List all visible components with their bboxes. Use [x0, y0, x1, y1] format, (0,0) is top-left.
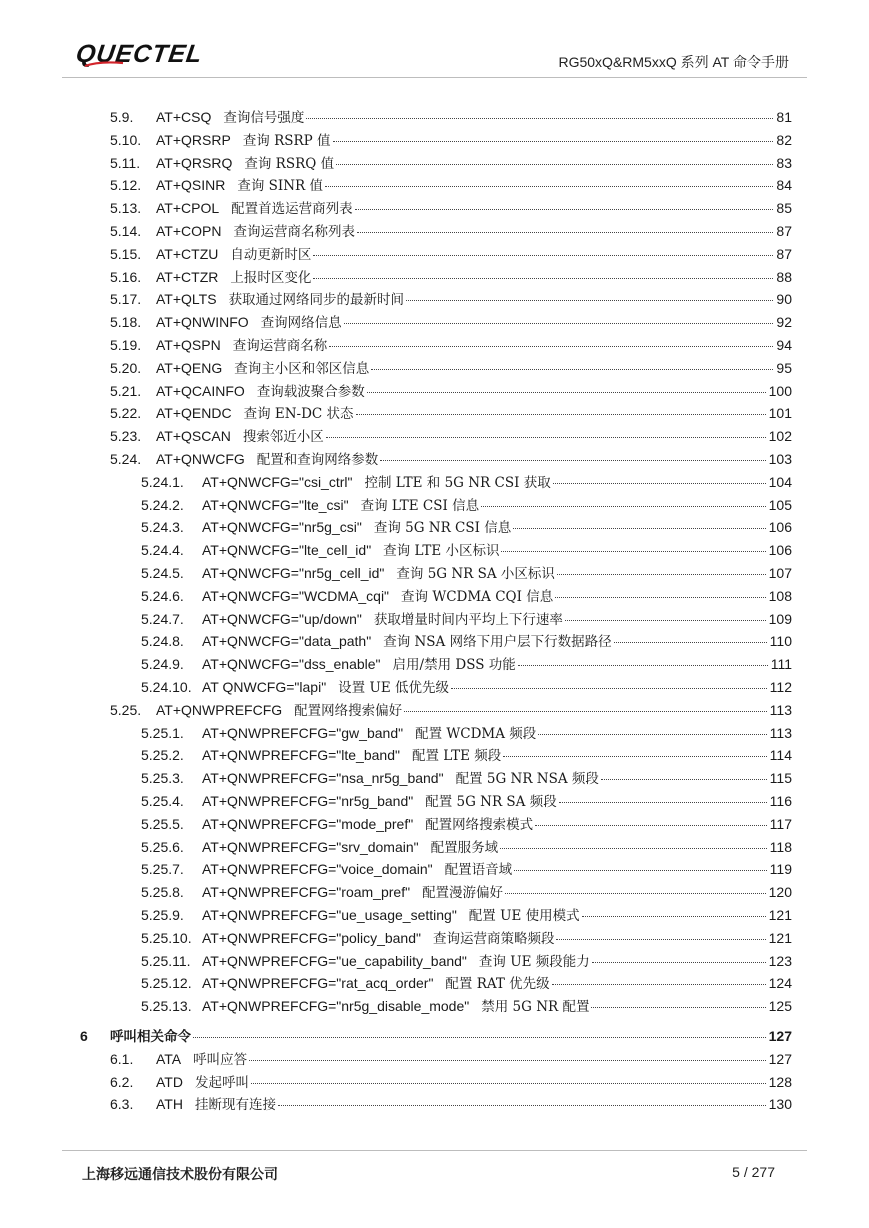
dot-leader: [356, 402, 766, 415]
toc-entry-number: 5.25.9.: [141, 907, 184, 923]
toc-entry-page: 82: [776, 131, 792, 148]
toc-entry-title: 配置网络搜索模式: [425, 816, 534, 833]
toc-entry-number: 5.25.6.: [141, 838, 184, 855]
toc-entry-command: AT+CSQ: [156, 109, 212, 125]
toc-entry[interactable]: [141, 745, 792, 765]
toc-entry-page: 106: [768, 542, 792, 559]
toc-entry-title: 禁用 5G NR 配置: [481, 999, 590, 1016]
toc-entry-page: 128: [768, 1073, 792, 1090]
toc-entry-title: 配置 LTE 频段: [411, 748, 502, 765]
dot-leader: [557, 562, 766, 575]
toc-entry[interactable]: [141, 723, 792, 743]
toc-entry[interactable]: [141, 563, 792, 583]
dot-leader: [565, 608, 766, 621]
toc-entry-number: 5.25.3.: [141, 770, 184, 787]
toc-entry[interactable]: [110, 244, 792, 264]
toc-entry-page: 121: [768, 907, 792, 923]
toc-entry-title: 配置漫游偏好: [422, 885, 504, 902]
toc-entry[interactable]: [110, 221, 792, 241]
toc-entry-page: 116: [769, 793, 792, 809]
toc-entry-page: 87: [776, 245, 792, 262]
dot-leader: [555, 585, 765, 598]
dot-leader: [535, 813, 766, 826]
dot-leader: [193, 1025, 766, 1038]
toc-entry-page: 118: [769, 838, 792, 855]
dot-leader: [503, 744, 766, 757]
toc-entry-command: AT+QNWPREFCFG="mode_pref": [202, 815, 414, 832]
toc-entry-command: AT+QNWPREFCFG="nsa_nr5g_band": [202, 770, 444, 787]
dot-leader: [591, 995, 765, 1008]
toc-entry-page: 104: [768, 473, 792, 490]
toc-entry-title: 查询 LTE CSI 信息: [360, 497, 480, 514]
dot-leader: [313, 266, 773, 279]
dot-leader: [538, 722, 766, 735]
toc-entry-command: AT+QSCAN: [156, 428, 231, 445]
company-logo: QUECTEL: [74, 40, 205, 68]
toc-entry-title: 启用/禁用 DSS 功能: [392, 657, 516, 674]
toc-entry-number: 5.24.2.: [141, 496, 184, 513]
dot-leader: [559, 790, 767, 803]
footer-company: 上海移远通信技术股份有限公司: [82, 1166, 278, 1182]
toc-entry-title: 控制 LTE 和 5G NR CSI 获取: [364, 474, 551, 491]
toc-entry-title: 获取增量时间内平均上下行速率: [373, 611, 563, 628]
toc-entry[interactable]: [141, 609, 792, 629]
toc-entry[interactable]: [141, 928, 792, 948]
toc-entry-title: 配置 UE 使用模式: [468, 908, 580, 924]
toc-entry[interactable]: [110, 381, 792, 401]
toc-entry-number: 5.25.11.: [141, 952, 191, 969]
toc-entry-number: 6: [80, 1028, 88, 1044]
toc-entry-page: 120: [768, 884, 792, 901]
toc-entry-command: AT+CPOL: [156, 200, 220, 217]
dot-leader: [556, 927, 765, 940]
dot-leader: [357, 220, 773, 233]
toc-entry[interactable]: [141, 814, 792, 834]
toc-entry-page: 102: [768, 428, 792, 445]
dot-leader: [333, 129, 774, 142]
toc-entry-title: 查询 5G NR SA 小区标识: [396, 566, 555, 582]
toc-entry-command: AT+QNWPREFCFG="roam_pref": [202, 884, 411, 901]
toc-entry-page: 112: [769, 679, 792, 695]
toc-entry-command: AT+QENDC: [156, 405, 232, 422]
toc-entry[interactable]: [110, 175, 792, 195]
toc-entry-command: AT+QNWPREFCFG="rat_acq_order": [202, 975, 434, 992]
dot-leader: [355, 197, 774, 210]
toc-entry[interactable]: [141, 677, 792, 697]
toc-entry-number: 5.20.: [110, 359, 142, 376]
toc-entry[interactable]: [141, 791, 792, 811]
toc-entry-command: AT+QNWPREFCFG: [156, 701, 283, 718]
dot-leader: [513, 516, 765, 529]
toc-entry[interactable]: [80, 1026, 792, 1046]
toc-entry-page: 88: [776, 268, 792, 285]
dot-leader: [325, 174, 773, 187]
toc-entry-title: 呼叫相关命令: [110, 1029, 191, 1045]
toc-entry-title: 查询 NSA 网络下用户层下行数据路径: [383, 634, 612, 651]
toc-entry[interactable]: [141, 472, 792, 492]
dot-leader: [251, 1071, 766, 1084]
toc-entry-command: AT+QNWPREFCFG="ue_capability_band": [202, 952, 467, 969]
toc-entry-title: 配置 WCDMA 频段: [415, 725, 537, 742]
toc-entry-page: 115: [769, 770, 792, 787]
toc-entry-number: 5.14.: [110, 223, 142, 239]
toc-entry-number: 5.25.8.: [141, 884, 184, 901]
toc-entry-number: 5.24.3.: [141, 519, 184, 536]
dot-leader: [380, 448, 765, 461]
toc-entry[interactable]: [110, 312, 792, 332]
toc-entry-page: 94: [776, 337, 792, 353]
toc-entry-number: 5.25.5.: [141, 815, 184, 832]
toc-entry-page: 90: [776, 291, 792, 308]
dot-leader: [367, 380, 766, 393]
toc-entry-command: AT+QNWPREFCFG="lte_band": [202, 747, 400, 764]
toc-entry[interactable]: [110, 1049, 792, 1069]
toc-entry[interactable]: [141, 859, 792, 879]
toc-entry-title: 查询 UE 频段能力: [478, 953, 590, 970]
footer-divider: [62, 1150, 807, 1151]
toc-entry-title: 查询 RSRQ 值: [244, 155, 335, 172]
toc-entry-number: 5.15.: [110, 245, 142, 262]
toc-entry-command: AT+QCAINFO: [156, 382, 245, 399]
toc-entry-number: 5.16.: [110, 268, 142, 285]
toc-entry-command: AT+QNWCFG="WCDMA_cqi": [202, 587, 390, 604]
toc-entry-title: 查询运营商策略频段: [432, 930, 555, 947]
toc-entry-page: 85: [776, 200, 792, 217]
dot-leader: [518, 653, 768, 666]
toc-entry-number: 5.24.: [110, 451, 142, 467]
toc-entry-command: AT+QRSRP: [156, 131, 231, 148]
toc-entry-command: AT+QNWCFG="data_path": [202, 633, 372, 650]
toc-entry-number: 5.25.: [110, 701, 142, 718]
toc-entry-command: AT+QNWCFG="nr5g_cell_id": [202, 565, 385, 581]
toc-entry-command: AT+QNWINFO: [156, 314, 249, 331]
toc-entry-title: 查询网络信息: [260, 315, 342, 332]
dot-leader: [601, 767, 767, 780]
toc-entry[interactable]: [110, 107, 792, 127]
toc-entry-number: 5.17.: [110, 291, 142, 308]
toc-entry-page: 113: [769, 701, 792, 718]
toc-entry-page: 119: [769, 861, 792, 878]
toc-entry-command: AT+QSINR: [156, 177, 226, 194]
dot-leader: [514, 858, 767, 871]
toc-entry[interactable]: [110, 426, 792, 446]
toc-entry-number: 5.18.: [110, 314, 142, 331]
toc-entry-command: AT+QNWPREFCFG="gw_band": [202, 724, 404, 741]
toc-entry-number: 5.24.10.: [141, 679, 192, 695]
toc-entry-title: 设置 UE 低优先级: [338, 680, 449, 696]
toc-entry[interactable]: [110, 700, 792, 720]
toc-entry-number: 5.12.: [110, 177, 142, 194]
toc-entry-number: 5.24.9.: [141, 656, 184, 673]
header-divider: [62, 77, 807, 78]
toc-entry-number: 5.9.: [110, 109, 134, 125]
toc-entry-page: 109: [768, 610, 792, 627]
toc-entry-command: AT+QNWCFG: [156, 451, 245, 467]
toc-entry-command: ATH: [156, 1096, 183, 1113]
toc-entry-title: 查询 LTE 小区标识: [383, 543, 500, 560]
toc-entry[interactable]: [110, 267, 792, 287]
toc-entry-page: 100: [768, 382, 792, 399]
toc-entry-number: 5.25.13.: [141, 998, 192, 1015]
toc-entry[interactable]: [110, 403, 792, 423]
toc-entry-number: 5.24.1.: [141, 473, 184, 490]
toc-entry-title: 配置网络搜索偏好: [294, 702, 403, 719]
toc-entry-title: 查询 SINR 值: [237, 178, 324, 195]
dot-leader: [336, 152, 773, 165]
toc-entry-number: 5.11.: [110, 154, 141, 171]
toc-entry-page: 81: [776, 109, 792, 125]
dot-leader: [404, 699, 767, 712]
toc-entry-number: 5.25.10.: [141, 929, 192, 946]
dot-leader: [552, 972, 766, 985]
dot-leader: [278, 1093, 766, 1106]
toc-entry-number: 5.25.1.: [141, 724, 184, 741]
toc-entry-command: AT+QNWCFG="lte_csi": [202, 496, 349, 513]
toc-entry-title: 呼叫应答: [193, 1051, 248, 1068]
toc-entry[interactable]: [110, 198, 792, 218]
toc-entry-page: 117: [769, 815, 792, 832]
toc-entry-command: AT+QENG: [156, 359, 223, 376]
toc-entry[interactable]: [110, 289, 792, 309]
toc-entry-command: AT+QNWCFG="up/down": [202, 610, 362, 627]
toc-entry[interactable]: [110, 335, 792, 355]
toc-entry[interactable]: [141, 540, 792, 560]
toc-entry-number: 5.25.2.: [141, 747, 184, 764]
toc-entry-title: 查询运营商名称: [232, 338, 328, 354]
toc-entry[interactable]: [110, 1094, 792, 1114]
dot-leader: [344, 311, 774, 324]
toc-entry-number: 5.24.4.: [141, 542, 184, 559]
toc-entry-title: 查询 EN-DC 状态: [243, 406, 354, 423]
toc-entry-page: 111: [770, 656, 792, 673]
toc-entry-number: 5.24.8.: [141, 633, 184, 650]
toc-entry[interactable]: [141, 905, 792, 925]
toc-entry-page: 84: [776, 177, 792, 194]
toc-entry[interactable]: [141, 951, 792, 971]
toc-entry-number: 5.23.: [110, 428, 142, 445]
toc-entry-page: 113: [769, 724, 792, 741]
toc-entry-number: 5.24.7.: [141, 610, 184, 627]
toc-entry-command: AT+QNWPREFCFG="ue_usage_setting": [202, 907, 457, 923]
toc-entry-title: 配置 5G NR SA 频段: [425, 794, 557, 810]
toc-entry-title: 配置首选运营商列表: [231, 201, 353, 218]
toc-entry-page: 125: [768, 998, 792, 1015]
dot-leader: [501, 539, 765, 552]
toc-entry-title: 配置 RAT 优先级: [445, 976, 550, 993]
toc-entry-title: 查询 5G NR CSI 信息: [373, 520, 512, 537]
dot-leader: [371, 357, 773, 370]
toc-entry[interactable]: [141, 654, 792, 674]
toc-entry-number: 5.19.: [110, 337, 142, 353]
toc-entry-title: 发起呼叫: [194, 1074, 249, 1091]
dot-leader: [614, 630, 767, 643]
toc-entry-number: 5.25.12.: [141, 975, 192, 992]
toc-entry-title: 查询信号强度: [223, 110, 305, 126]
toc-entry-number: 5.21.: [110, 382, 142, 399]
toc-entry-command: AT+QNWCFG="dss_enable": [202, 656, 381, 673]
toc-entry[interactable]: [141, 768, 792, 788]
toc-entry-page: 114: [769, 747, 792, 764]
toc-entry-number: 5.10.: [110, 131, 142, 148]
toc-entry-command: AT+QSPN: [156, 337, 221, 353]
toc-entry-command: AT+QNWCFG="csi_ctrl": [202, 473, 353, 490]
toc-entry[interactable]: [141, 996, 792, 1016]
toc-entry-command: AT+QRSRQ: [156, 154, 233, 171]
toc-entry-number: 5.25.4.: [141, 793, 184, 809]
toc-entry-page: 130: [768, 1096, 792, 1113]
toc-entry[interactable]: [110, 358, 792, 378]
toc-entry-page: 83: [776, 154, 792, 171]
toc-entry-command: AT+QNWPREFCFG="srv_domain": [202, 838, 419, 855]
toc-entry[interactable]: [110, 153, 792, 173]
toc-entry-page: 121: [768, 929, 792, 946]
toc-entry-number: 6.1.: [110, 1050, 134, 1067]
toc-entry-number: 5.13.: [110, 200, 142, 217]
toc-entry-title: 配置语音域: [444, 862, 513, 879]
toc-entry-title: 查询 RSRP 值: [242, 132, 331, 149]
logo-swoosh-icon: [84, 60, 124, 68]
document-title: RG50xQ&RM5xxQ 系列 AT 命令手册: [558, 54, 789, 70]
dot-leader: [326, 425, 766, 438]
dot-leader: [249, 1048, 765, 1061]
toc-entry-title: 获取通过网络同步的最新时间: [228, 292, 405, 309]
toc-entry-command: AT QNWCFG="lapi": [202, 679, 327, 695]
dot-leader: [592, 950, 766, 963]
toc-entry-page: 108: [768, 587, 792, 604]
toc-entry[interactable]: [110, 449, 792, 469]
toc-entry[interactable]: [141, 495, 792, 515]
toc-entry-command: AT+QNWCFG="lte_cell_id": [202, 542, 372, 559]
dot-leader: [451, 676, 767, 689]
toc-entry-page: 124: [768, 975, 792, 992]
toc-entry-page: 105: [768, 496, 792, 513]
toc-entry-number: 6.2.: [110, 1073, 134, 1090]
toc-entry-page: 87: [776, 223, 792, 239]
dot-leader: [329, 334, 773, 347]
dot-leader: [406, 288, 773, 301]
toc-entry-page: 123: [768, 952, 792, 969]
dot-leader: [481, 494, 766, 507]
toc-entry[interactable]: [110, 130, 792, 150]
dot-leader: [306, 106, 773, 119]
toc-entry-title: 上报时区变化: [230, 269, 312, 286]
toc-entry-number: 5.24.5.: [141, 565, 184, 581]
toc-entry[interactable]: [110, 1072, 792, 1092]
toc-entry-command: ATA: [156, 1050, 182, 1067]
page-number: 5 / 277: [732, 1164, 775, 1180]
toc-entry[interactable]: [141, 631, 792, 651]
toc-entry-command: AT+QNWPREFCFG="voice_domain": [202, 861, 433, 878]
toc-entry-page: 95: [776, 359, 792, 376]
toc-entry-page: 107: [768, 565, 792, 581]
toc-entry-page: 110: [769, 633, 792, 650]
toc-entry-number: 6.3.: [110, 1096, 134, 1113]
toc-entry-title: 自动更新时区: [230, 246, 312, 263]
toc-entry-page: 127: [768, 1028, 792, 1044]
toc-entry-page: 106: [768, 519, 792, 536]
toc-entry-title: 查询运营商名称列表: [233, 224, 355, 240]
toc-entry-title: 查询主小区和邻区信息: [234, 360, 370, 377]
dot-leader: [500, 836, 767, 849]
toc-entry-command: AT+CTZU: [156, 245, 219, 262]
toc-entry-title: 配置 5G NR NSA 频段: [455, 771, 599, 788]
toc-entry-title: 挂断现有连接: [194, 1097, 276, 1114]
toc-entry[interactable]: [141, 517, 792, 537]
toc-entry[interactable]: [141, 882, 792, 902]
toc-entry-number: 5.24.6.: [141, 587, 184, 604]
toc-entry-title: 配置和查询网络参数: [256, 452, 379, 468]
toc-entry-title: 配置服务域: [430, 839, 499, 856]
toc-entry-command: ATD: [156, 1073, 183, 1090]
toc-entry-title: 查询 WCDMA CQI 信息: [401, 588, 554, 605]
dot-leader: [553, 471, 766, 484]
toc-entry[interactable]: [141, 837, 792, 857]
toc-entry-command: AT+COPN: [156, 223, 222, 239]
toc-entry-command: AT+CTZR: [156, 268, 219, 285]
toc-entry-command: AT+QNWPREFCFG="policy_band": [202, 929, 421, 946]
toc-entry-command: AT+QLTS: [156, 291, 217, 308]
dot-leader: [582, 904, 766, 917]
toc-entry-page: 92: [776, 314, 792, 331]
toc-entry-number: 5.22.: [110, 405, 142, 422]
dot-leader: [505, 881, 766, 894]
toc-entry-command: AT+QNWPREFCFG="nr5g_disable_mode": [202, 998, 470, 1015]
toc-entry-page: 101: [768, 405, 792, 422]
toc-entry-number: 5.25.7.: [141, 861, 184, 878]
toc-entry-title: 搜索邻近小区: [242, 429, 324, 446]
toc-entry-title: 查询载波聚合参数: [256, 383, 365, 400]
toc-entry[interactable]: [141, 586, 792, 606]
toc-entry[interactable]: [141, 973, 792, 993]
toc-entry-page: 127: [768, 1050, 792, 1067]
dot-leader: [313, 243, 773, 256]
toc-entry-command: AT+QNWCFG="nr5g_csi": [202, 519, 362, 536]
toc-entry-command: AT+QNWPREFCFG="nr5g_band": [202, 793, 414, 809]
toc-entry-page: 103: [768, 451, 792, 467]
